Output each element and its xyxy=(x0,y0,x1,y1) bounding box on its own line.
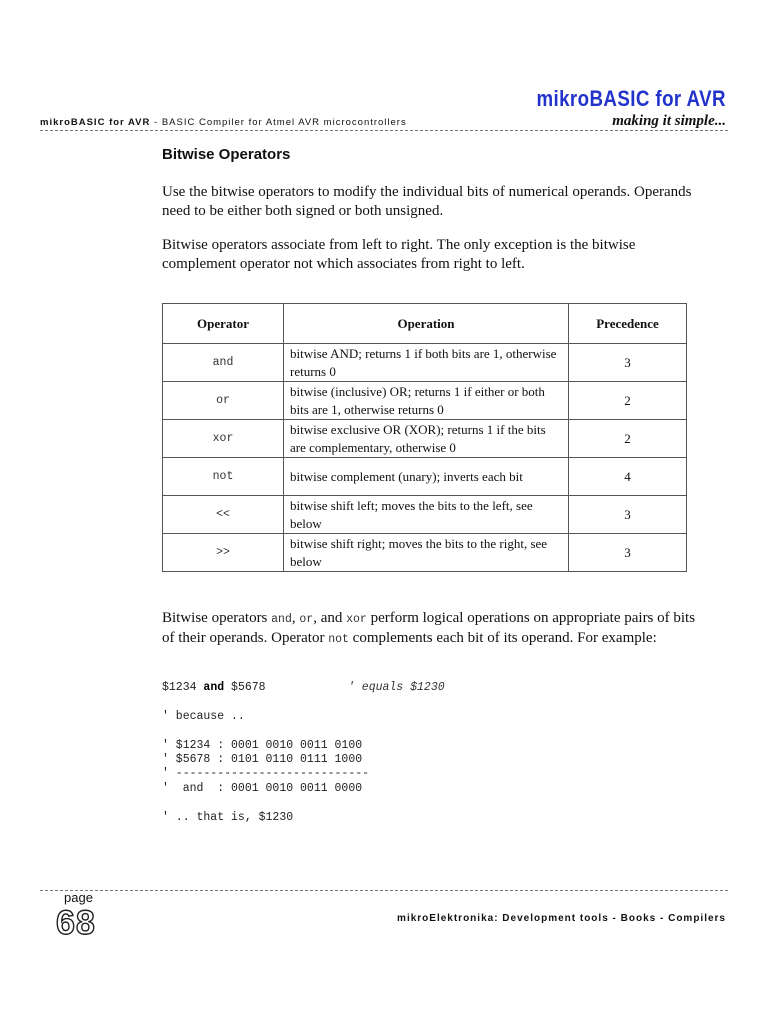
page-number: 68 xyxy=(56,904,96,942)
header-divider xyxy=(40,130,728,131)
table-header-row xyxy=(163,304,687,344)
code-comment-line: ' ---------------------------- xyxy=(162,767,370,780)
running-header xyxy=(40,117,407,128)
page-label: page xyxy=(64,890,93,905)
publisher-footer: mikroElektronika: Development tools - Books - Compilers xyxy=(397,913,726,924)
brand-tagline: making it simple... xyxy=(612,113,726,129)
table-row xyxy=(163,496,687,534)
precedence-cell: 3 xyxy=(569,496,687,534)
code-operand: $5678 xyxy=(224,681,266,694)
table-row xyxy=(163,420,687,458)
operator-cell: >> xyxy=(163,534,284,572)
table-row xyxy=(163,344,687,382)
section-title: Bitwise Operators xyxy=(162,146,291,163)
operator-cell: not xyxy=(163,458,284,496)
column-header-operation: Operation xyxy=(284,304,569,344)
paragraph-text: complements each bit of its operand. For example: xyxy=(348,630,657,646)
precedence-cell: 4 xyxy=(569,458,687,496)
code-keyword: and xyxy=(203,681,225,694)
code-comment-line: ' because .. xyxy=(162,710,245,723)
precedence-cell: 3 xyxy=(569,534,687,572)
paragraph-text: perform logical operations on appropriate pairs of bits of their operands. Operator xyxy=(162,610,696,646)
operators-table xyxy=(162,303,687,572)
code-comment-text: ' equals $1230 xyxy=(348,681,445,694)
code-comment-line: ' and : 0001 0010 0011 0000 xyxy=(162,782,363,795)
paragraph-text: Bitwise operators xyxy=(162,610,272,626)
running-header-brand: mikroBASIC for AVR xyxy=(40,117,151,128)
paragraph-text: , xyxy=(291,610,300,626)
code-comment-line: ' $5678 : 0101 0110 0111 1000 xyxy=(162,753,363,766)
operator-cell: and xyxy=(163,344,284,382)
table-row xyxy=(163,382,687,420)
code-operand: $1234 xyxy=(162,681,204,694)
inline-code-or: or xyxy=(299,613,314,626)
paragraph-text: , and xyxy=(313,610,347,626)
operation-cell: bitwise (inclusive) OR; returns 1 if either or both bits are 1, otherwise returns 0 xyxy=(284,382,569,420)
operators-explanation-paragraph xyxy=(162,609,702,649)
code-comment-line: ' .. that is, $1230 xyxy=(162,811,294,824)
operation-cell: bitwise shift left; moves the bits to the left, see below xyxy=(284,496,569,534)
column-header-operator: Operator xyxy=(163,304,284,344)
operator-cell: xor xyxy=(163,420,284,458)
code-comment xyxy=(348,681,445,694)
operator-cell: or xyxy=(163,382,284,420)
operation-cell: bitwise complement (unary); inverts each bit xyxy=(284,458,569,496)
inline-code-not: not xyxy=(328,633,349,646)
table-row xyxy=(163,534,687,572)
code-line-expression xyxy=(162,681,266,694)
running-header-subtitle: - BASIC Compiler for Atmel AVR microcontrollers xyxy=(150,117,407,128)
inline-code-xor: xor xyxy=(346,613,367,626)
precedence-cell: 2 xyxy=(569,382,687,420)
inline-code-and: and xyxy=(271,613,292,626)
operator-cell: << xyxy=(163,496,284,534)
table-row xyxy=(163,458,687,496)
associativity-paragraph: Bitwise operators associate from left to right. The only exception is the bitwise complement operator not which associates from right to left. xyxy=(162,237,636,272)
footer-divider xyxy=(40,890,728,891)
intro-paragraph: Use the bitwise operators to modify the individual bits of numerical operands. Operands need to be either both signed or both unsigned. xyxy=(162,184,692,219)
brand-title: mikroBASIC for AVR xyxy=(536,86,726,111)
column-header-precedence: Precedence xyxy=(569,304,687,344)
operation-cell: bitwise shift right; moves the bits to the right, see below xyxy=(284,534,569,572)
precedence-cell: 3 xyxy=(569,344,687,382)
operation-cell: bitwise exclusive OR (XOR); returns 1 if the bits are complementary, otherwise 0 xyxy=(284,420,569,458)
code-comment-line: ' $1234 : 0001 0010 0011 0100 xyxy=(162,739,363,752)
operation-cell: bitwise AND; returns 1 if both bits are 1, otherwise returns 0 xyxy=(284,344,569,382)
precedence-cell: 2 xyxy=(569,420,687,458)
